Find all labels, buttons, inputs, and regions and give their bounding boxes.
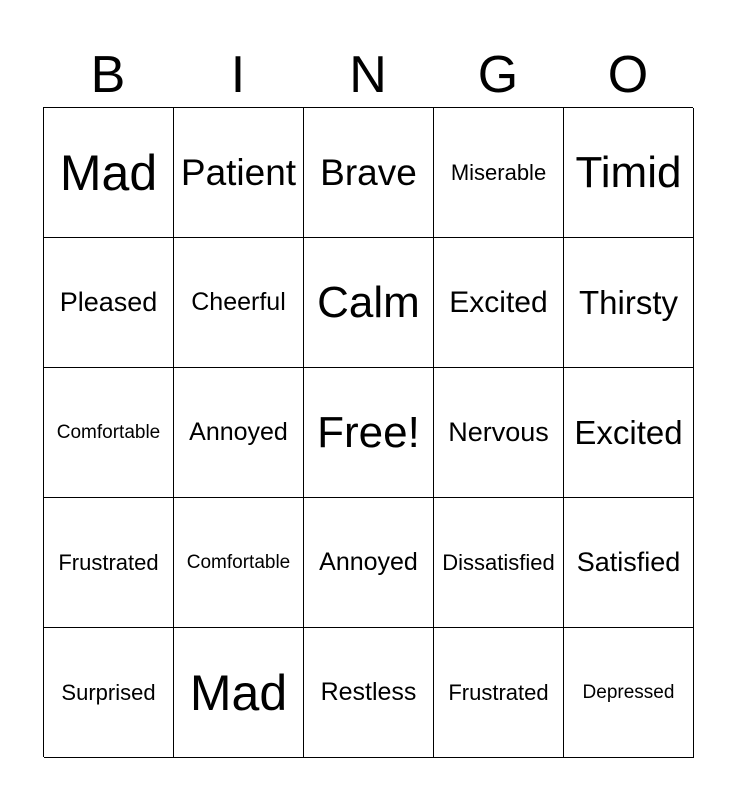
bingo-cell-r3-c1[interactable]: Comfortable [44, 368, 174, 498]
bingo-cell-r3-c2[interactable]: Annoyed [174, 368, 304, 498]
bingo-cell-r4-c1[interactable]: Frustrated [44, 498, 174, 628]
bingo-header [43, 44, 693, 106]
bingo-cell-r4-c5[interactable]: Satisfied [564, 498, 694, 628]
header-letter-g: G [477, 46, 519, 104]
header-letter-b: B [90, 46, 126, 104]
bingo-cell-r5-c5[interactable]: Depressed [564, 628, 694, 758]
header-letter-n: N [349, 46, 387, 104]
bingo-cell-r5-c2[interactable]: Mad [174, 628, 304, 758]
bingo-cell-r2-c5[interactable]: Thirsty [564, 238, 694, 368]
bingo-cell-r2-c4[interactable]: Excited [434, 238, 564, 368]
bingo-cell-r3-c3-free[interactable]: Free! [304, 368, 434, 498]
bingo-cell-r2-c3[interactable]: Calm [304, 238, 434, 368]
bingo-cell-r5-c4[interactable]: Frustrated [434, 628, 564, 758]
bingo-cell-r5-c1[interactable]: Surprised [44, 628, 174, 758]
bingo-cell-r3-c5[interactable]: Excited [564, 368, 694, 498]
bingo-cell-r1-c2[interactable]: Patient [174, 108, 304, 238]
bingo-cell-r4-c4[interactable]: Dissatisfied [434, 498, 564, 628]
bingo-cell-r4-c2[interactable]: Comfortable [174, 498, 304, 628]
bingo-cell-r1-c4[interactable]: Miserable [434, 108, 564, 238]
bingo-cell-r5-c3[interactable]: Restless [304, 628, 434, 758]
bingo-cell-r1-c5[interactable]: Timid [564, 108, 694, 238]
bingo-cell-r3-c4[interactable]: Nervous [434, 368, 564, 498]
bingo-cell-r2-c1[interactable]: Pleased [44, 238, 174, 368]
header-letter-i: I [230, 46, 246, 104]
bingo-cell-r1-c3[interactable]: Brave [304, 108, 434, 238]
header-letter-o: O [607, 46, 649, 104]
bingo-cell-r2-c2[interactable]: Cheerful [174, 238, 304, 368]
bingo-cell-r4-c3[interactable]: Annoyed [304, 498, 434, 628]
bingo-board [43, 107, 693, 757]
bingo-cell-r1-c1[interactable]: Mad [44, 108, 174, 238]
